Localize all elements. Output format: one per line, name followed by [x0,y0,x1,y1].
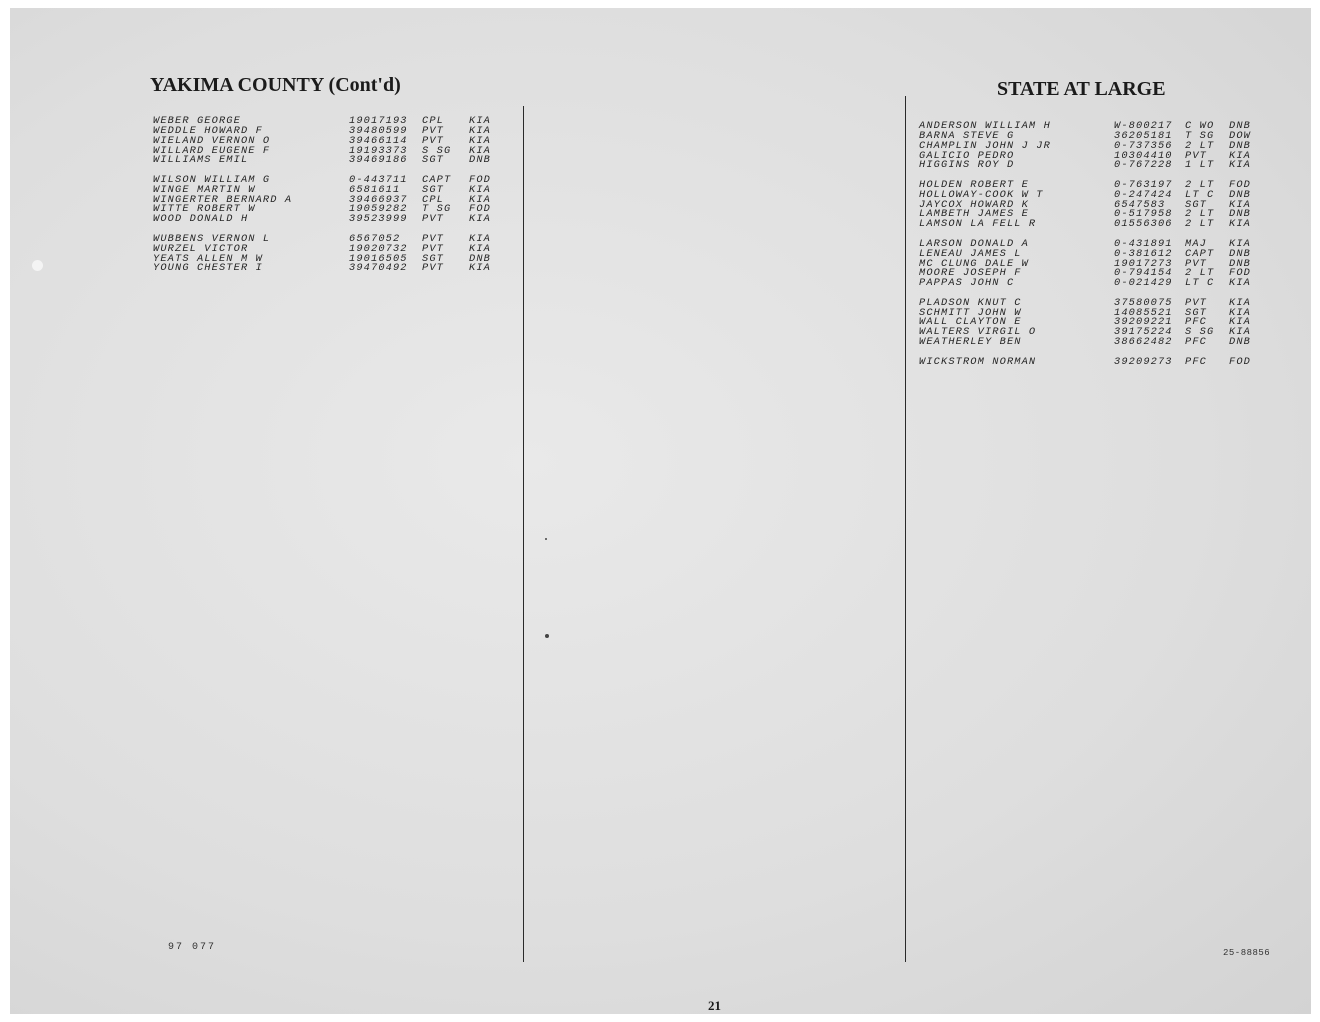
roster-row [919,355,1289,368]
roster-row [919,220,1289,230]
status-code: KIA [469,262,491,275]
status-code: DNB [469,252,491,265]
left-footer-code: 97 077 [168,942,217,953]
rank: T SG [1185,129,1215,142]
status-code: KIA [1229,316,1251,329]
service-number: 39469186 [349,154,408,167]
punch-hole-mark [32,260,43,271]
rank: PVT [422,124,444,137]
status-code: DOW [1229,129,1251,142]
paper-speck [545,634,549,638]
rank: PVT [422,213,444,226]
service-number: 19193373 [349,144,408,157]
service-number: 39175224 [1114,326,1173,339]
rank: SGT [1185,306,1207,319]
rank: LT C [1185,188,1215,201]
service-number: 39209221 [1114,316,1173,329]
status-code: DNB [1229,188,1251,201]
casualty-name: HIGGINS ROY D [919,159,1015,172]
service-number: 6581611 [349,183,401,196]
status-code: KIA [1229,296,1251,309]
casualty-name: MC CLUNG DALE W [919,257,1029,270]
rank: 1 LT [1185,159,1215,172]
service-number: 0-443711 [349,173,408,186]
status-code: DNB [1229,336,1251,349]
service-number: 0-763197 [1114,178,1173,191]
rank: CAPT [1185,247,1215,260]
roster-row [153,264,523,274]
casualty-name: WUBBENS VERNON L [153,232,271,245]
service-number: 39209273 [1114,355,1173,368]
rank: S SG [1185,326,1215,339]
casualty-name: WEATHERLEY BEN [919,336,1022,349]
status-code: KIA [469,242,491,255]
status-code: KIA [469,213,491,226]
casualty-name: WEDDLE HOWARD F [153,124,263,137]
casualty-name: WIELAND VERNON O [153,134,271,147]
status-code: KIA [1229,237,1251,250]
rank: PFC [1185,316,1207,329]
service-number: 6567052 [349,232,401,245]
roster-row [153,156,523,166]
casualty-name: WURZEL VICTOR [153,242,249,255]
rank: 2 LT [1185,218,1215,231]
service-number: 0-247424 [1114,188,1173,201]
service-number: 19017193 [349,115,408,127]
casualty-name: WALL CLAYTON E [919,316,1022,329]
status-code: DNB [1229,120,1251,132]
casualty-name: WALTERS VIRGIL O [919,326,1037,339]
service-number: 0-767228 [1114,159,1173,172]
rank: PVT [1185,257,1207,270]
rank: PVT [1185,149,1207,162]
rank: PVT [422,134,444,147]
service-number: 39466114 [349,134,408,147]
roster-group [919,355,1289,368]
rank: CAPT [422,173,452,186]
rank: PFC [1185,336,1207,349]
status-code: KIA [469,232,491,245]
status-code: KIA [1229,198,1251,211]
service-number: 19059282 [349,203,408,216]
service-number: 39466937 [349,193,408,206]
casualty-name: PAPPAS JOHN C [919,277,1015,290]
casualty-name: CHAMPLIN JOHN J JR [919,139,1051,152]
service-number: 14085521 [1114,306,1173,319]
document-page [10,8,1311,1014]
service-number: 19016505 [349,252,408,265]
casualty-name: WINGERTER BERNARD A [153,193,293,206]
status-code: KIA [1229,277,1251,290]
status-code: FOD [1229,267,1251,280]
casualty-name: YOUNG CHESTER I [153,262,263,275]
status-code: KIA [1229,159,1251,172]
casualty-name: BARNA STEVE G [919,129,1015,142]
service-number: 19017273 [1114,257,1173,270]
status-code: KIA [469,124,491,137]
rank: S SG [422,144,452,157]
roster-group [919,178,1289,231]
service-number: 0-517958 [1114,208,1173,221]
status-code: KIA [469,115,491,127]
service-number: 19020732 [349,242,408,255]
rank: C WO [1185,120,1215,132]
casualty-name: WILSON WILLIAM G [153,173,271,186]
page-number: 21 [708,998,721,1013]
service-number: W-800217 [1114,120,1173,132]
casualty-name: LARSON DONALD A [919,237,1029,250]
status-code: KIA [469,144,491,157]
roster-group [153,232,523,275]
casualty-name: YEATS ALLEN M W [153,252,263,265]
yakima-county-roster [153,117,523,284]
casualty-name: SCHMITT JOHN W [919,306,1022,319]
service-number: 37580075 [1114,296,1173,309]
service-number: 0-737356 [1114,139,1173,152]
casualty-name: WEBER GEORGE [153,115,241,127]
rank: SGT [422,154,444,167]
casualty-name: WICKSTROM NORMAN [919,355,1037,368]
status-code: DNB [1229,257,1251,270]
status-code: FOD [469,173,491,186]
status-code: FOD [1229,178,1251,191]
status-code: KIA [1229,149,1251,162]
service-number: 6547583 [1114,198,1166,211]
status-code: DNB [1229,139,1251,152]
rank: PVT [422,242,444,255]
casualty-name: WOOD DONALD H [153,213,249,226]
casualty-name: WITTE ROBERT W [153,203,256,216]
casualty-name: MOORE JOSEPH F [919,267,1022,280]
right-footer-code: 25-88856 [1223,948,1271,958]
rank: PFC [1185,355,1207,368]
service-number: 0-381612 [1114,247,1173,260]
casualty-name: LENEAU JAMES L [919,247,1022,260]
rank: PVT [422,262,444,275]
roster-row [919,338,1289,348]
rank: 2 LT [1185,267,1215,280]
status-code: DNB [469,154,491,167]
status-code: DNB [1229,208,1251,221]
status-code: DNB [1229,247,1251,260]
casualty-name: JAYCOX HOWARD K [919,198,1029,211]
yakima-county-heading: YAKIMA COUNTY (Cont'd) [150,74,401,96]
service-number: 39480599 [349,124,408,137]
status-code: KIA [1229,306,1251,319]
status-code: KIA [469,193,491,206]
service-number: 39470492 [349,262,408,275]
status-code: FOD [469,203,491,216]
rank: 2 LT [1185,178,1215,191]
service-number: 01556306 [1114,218,1173,231]
paper-speck [545,538,547,540]
roster-group [919,122,1289,171]
rank: CPL [422,193,444,206]
casualty-name: WINGE MARTIN W [153,183,256,196]
service-number: 0-794154 [1114,267,1173,280]
service-number: 10304410 [1114,149,1173,162]
casualty-name: WILLIAMS EMIL [153,154,249,167]
casualty-name: LAMBETH JAMES E [919,208,1029,221]
service-number: 36205181 [1114,129,1173,142]
state-at-large-roster [919,122,1289,377]
rank: CPL [422,115,444,127]
rank: 2 LT [1185,208,1215,221]
roster-group [919,296,1289,349]
casualty-name: HOLDEN ROBERT E [919,178,1029,191]
casualty-name: HOLLOWAY-COOK W T [919,188,1044,201]
roster-row [919,161,1289,171]
rank: PVT [1185,296,1207,309]
casualty-name: WILLARD EUGENE F [153,144,271,157]
rank: 2 LT [1185,139,1215,152]
casualty-name: GALICIO PEDRO [919,149,1015,162]
status-code: KIA [1229,326,1251,339]
rank: SGT [422,252,444,265]
rank: MAJ [1185,237,1207,250]
rank: SGT [422,183,444,196]
service-number: 39523999 [349,213,408,226]
roster-row [919,279,1289,289]
roster-group [919,237,1289,290]
column-divider-right [905,96,906,962]
roster-group [153,173,523,226]
status-code: KIA [469,134,491,147]
service-number: 0-431891 [1114,237,1173,250]
state-at-large-heading: STATE AT LARGE [997,78,1166,100]
casualty-name: PLADSON KNUT C [919,296,1022,309]
status-code: FOD [1229,355,1251,368]
status-code: KIA [1229,218,1251,231]
rank: T SG [422,203,452,216]
rank: SGT [1185,198,1207,211]
rank: PVT [422,232,444,245]
status-code: KIA [469,183,491,196]
scan-border [1311,8,1320,1022]
casualty-name: ANDERSON WILLIAM H [919,120,1051,132]
service-number: 38662482 [1114,336,1173,349]
casualty-name: LAMSON LA FELL R [919,218,1037,231]
rank: LT C [1185,277,1215,290]
service-number: 0-021429 [1114,277,1173,290]
column-divider-left [523,106,524,962]
roster-group [153,117,523,166]
roster-row [153,215,523,225]
